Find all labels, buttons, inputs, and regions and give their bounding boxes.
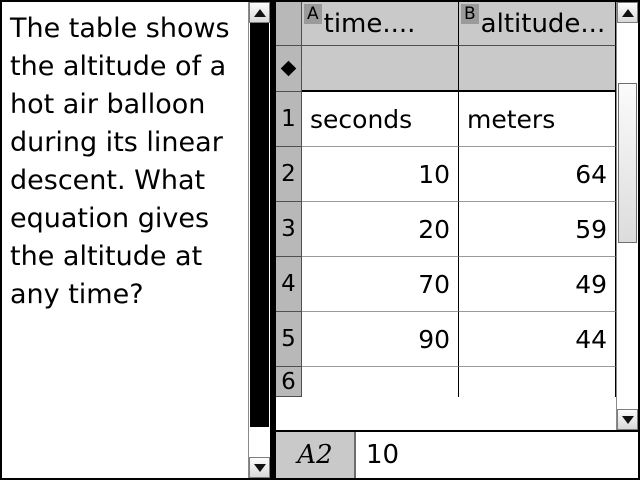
cell-a3[interactable]: 20: [302, 202, 459, 257]
column-letter-a: A: [304, 4, 322, 24]
scroll-down-button[interactable]: [249, 457, 270, 478]
spreadsheet-scrollbar[interactable]: [616, 2, 638, 430]
cell-a1[interactable]: seconds: [302, 92, 459, 147]
cell-a5[interactable]: 90: [302, 312, 459, 367]
cell-b6[interactable]: [459, 367, 616, 397]
table-row[interactable]: [276, 92, 616, 147]
cell-entry-bar[interactable]: [276, 430, 638, 478]
table-row[interactable]: [276, 367, 616, 397]
column-header-a[interactable]: [302, 2, 459, 46]
spreadsheet-pane[interactable]: [276, 2, 638, 478]
cell-a6[interactable]: [302, 367, 459, 397]
cell-b5[interactable]: 44: [459, 312, 616, 367]
table-row[interactable]: [276, 202, 616, 257]
spreadsheet-scroll-track[interactable]: [617, 23, 638, 409]
formula-row-marker: [276, 46, 302, 92]
cell-b4[interactable]: 49: [459, 257, 616, 312]
corner-header-cell: [276, 2, 302, 46]
row-header: 2: [276, 147, 302, 202]
problem-pane-scroll-thumb[interactable]: [250, 23, 269, 427]
row-header: 4: [276, 257, 302, 312]
formula-definition-row[interactable]: [276, 46, 616, 92]
column-header-row: [276, 2, 616, 46]
sheet-scroll-up-button[interactable]: [617, 2, 638, 23]
formula-cell-a[interactable]: [302, 46, 459, 92]
cell-value-input[interactable]: 10: [356, 432, 638, 478]
scroll-down-arrow-icon: [622, 416, 634, 424]
column-name-b: altitude...: [480, 8, 606, 39]
cell-b3[interactable]: 59: [459, 202, 616, 257]
row-header: 5: [276, 312, 302, 367]
cell-a2[interactable]: 10: [302, 147, 459, 202]
cell-b2[interactable]: 64: [459, 147, 616, 202]
problem-text-pane[interactable]: [2, 2, 270, 478]
scroll-down-arrow-icon: [254, 464, 266, 472]
scroll-up-arrow-icon: [254, 9, 266, 17]
row-header: 1: [276, 92, 302, 147]
formula-cell-b[interactable]: [459, 46, 616, 92]
table-row[interactable]: [276, 257, 616, 312]
table-row[interactable]: [276, 147, 616, 202]
spreadsheet-grid[interactable]: [276, 2, 616, 430]
column-name-a: time....: [323, 8, 416, 39]
column-letter-b: B: [461, 4, 479, 24]
problem-pane-scroll-track[interactable]: [249, 23, 270, 457]
scroll-up-button[interactable]: [249, 2, 270, 23]
active-cell-reference: A2: [276, 432, 356, 478]
cell-a4[interactable]: 70: [302, 257, 459, 312]
sheet-scroll-down-button[interactable]: [617, 409, 638, 430]
spreadsheet-scroll-thumb[interactable]: [618, 83, 637, 243]
column-header-b[interactable]: [459, 2, 616, 46]
problem-pane-scrollbar[interactable]: [248, 2, 270, 478]
table-row[interactable]: [276, 312, 616, 367]
problem-statement: The table shows the altitude of a hot air balloon during its linear descent. What equation gives the altitude at any time?: [10, 13, 239, 310]
row-header: 3: [276, 202, 302, 257]
cell-b1[interactable]: meters: [459, 92, 616, 147]
scroll-up-arrow-icon: [622, 9, 634, 17]
row-header: 6: [276, 367, 302, 397]
diamond-icon: [281, 61, 297, 77]
